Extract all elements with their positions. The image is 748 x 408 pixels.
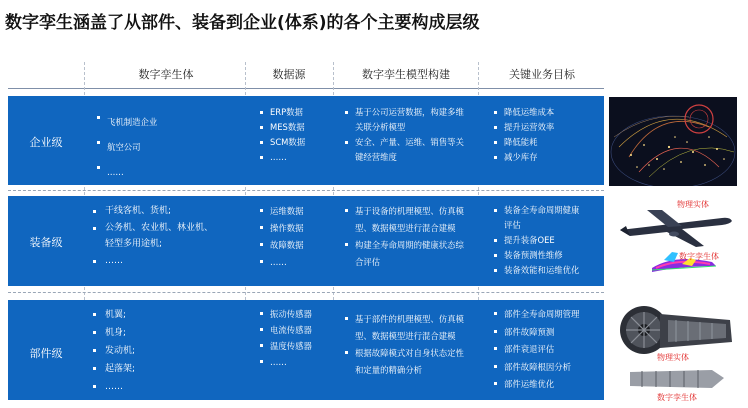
list-item-continued: 合评估 [355,257,381,267]
list-item: 温度传感器 [259,338,312,354]
equipment-sources [259,203,304,271]
list-item: …… [92,253,213,270]
list-item: 装备效能和运维优化 [493,263,579,278]
list-item: 故障数据 [259,237,304,254]
equipment-twin [92,203,213,269]
list-item: 基于公司运营数据，构建多维 [344,105,464,120]
list-item: 部件运维优化 [493,376,579,394]
list-item: 装备预测性维修 [493,248,579,263]
row-label-equipment: 装备级 [29,236,63,249]
equipment-model [344,203,464,271]
enterprise-twin [96,110,157,185]
list-item: 发动机; [92,342,135,360]
list-item: 公务机、农业机、林业机、 [92,220,213,237]
list-item-continued: 关联分析模型 [355,122,406,132]
list-item: 机翼; [92,306,135,324]
component-model [344,311,464,379]
enterprise-sources [259,105,305,165]
row-label-enterprise: 企业级 [29,136,63,149]
header-twin: 数字孪生体 [138,68,194,81]
list-item: 机身; [92,324,135,342]
list-item: 部件衰退评估 [493,341,579,359]
list-item: SCM数据 [259,135,305,150]
list-item-continued: 评估 [504,220,521,230]
page-title: 数字孪生涵盖了从部件、装备到企业(体系)的各个主要构成层级 [5,13,480,33]
enterprise-goals [493,105,554,165]
list-item: 提升运营效率 [493,120,554,135]
header-model: 数字孪生模型构建 [362,68,450,81]
flight-network-icon [609,97,737,186]
list-item: 基于部件的机理模型、仿真模 [344,311,464,328]
list-item: 基于设备的机理模型、仿真模 [344,203,464,220]
list-item-continued: 型、数据模型进行混合建模 [355,331,456,341]
component-twin [92,306,135,396]
list-item-continued: 轻型多用途机; [105,239,163,249]
list-item: 提升装备OEE [493,233,579,248]
list-item: 运维数据 [259,203,304,220]
list-item: 装备全寿命周期健康 [493,203,579,218]
list-item: 操作数据 [259,220,304,237]
plane-physical-label: 物理实体 [677,200,709,209]
list-item: …… [259,150,305,165]
list-item: 航空公司 [96,135,157,160]
list-item-continued: 和定量的精确分析 [355,365,422,375]
header-sources: 数据源 [272,68,306,81]
list-item: …… [259,354,312,370]
list-item: 部件故障预测 [493,324,579,342]
list-item: …… [96,160,157,185]
header-goals: 关键业务目标 [509,68,575,81]
list-item: 根据故障模式对自身状态定性 [344,345,464,362]
row-divider [8,190,604,191]
list-item: 飞机制造企业 [96,110,157,135]
list-item: 减少库存 [493,150,554,165]
header-divider [8,88,604,89]
component-sources [259,306,312,370]
plane-twin-label: 数字孪生体 [679,252,719,261]
list-item: 振动传感器 [259,306,312,322]
list-item: 部件全寿命周期管理 [493,306,579,324]
list-item: 安全、产量、运维、销售等关 [344,135,464,150]
list-item: 起落架; [92,360,135,378]
list-item: …… [259,254,304,271]
list-item-continued: 键经营维度 [355,152,397,162]
list-item: …… [92,378,135,396]
engine-twin-label: 数字孪生体 [657,393,697,402]
list-item: 电流传感器 [259,322,312,338]
list-item-continued: 型、数据模型进行混合建模 [355,223,456,233]
list-item: 部件故障根因分析 [493,359,579,377]
component-goals [493,306,579,394]
list-item: MES数据 [259,120,305,135]
enterprise-model [344,105,464,165]
row-label-component: 部件级 [29,347,63,360]
row-divider [8,292,604,293]
enterprise-network-image [609,97,737,186]
list-item: 干线客机、货机; [92,203,213,220]
list-item: 降低运维成本 [493,105,554,120]
engine-physical-label: 物理实体 [657,353,689,362]
list-item: 降低能耗 [493,135,554,150]
list-item: ERP数据 [259,105,305,120]
list-item: 构建全寿命周期的健康状态综 [344,237,464,254]
equipment-goals [493,203,579,278]
